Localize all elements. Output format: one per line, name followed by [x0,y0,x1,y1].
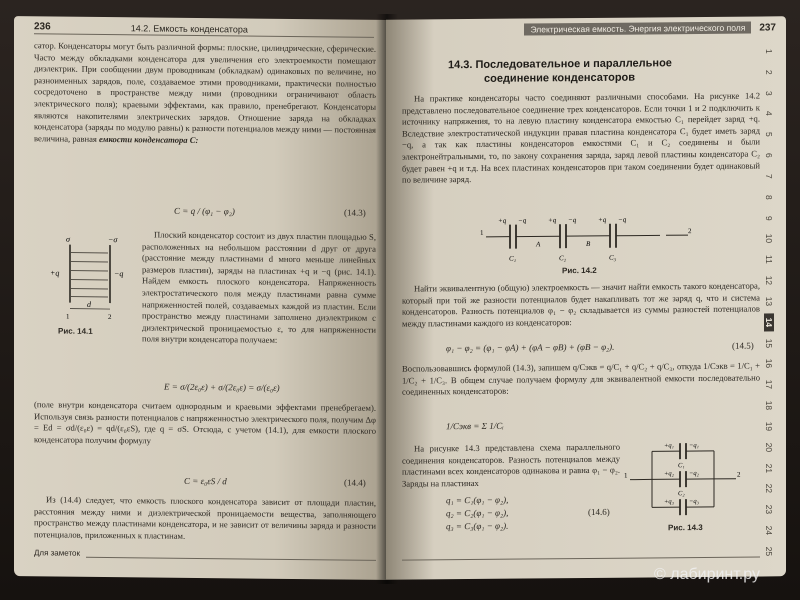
chapter-tab-17: 17 [764,379,774,390]
chapter-tab-7: 7 [764,173,774,179]
fig2-c3-minus-q: −q [618,215,627,224]
fig1-label-d: d [87,299,91,309]
right-paragraph-4: На рисунке 14.3 представлена схема параллельного соединения конденсаторов. Разность потенциалов между пластинами всех конденсаторов одинакова и равна φ₁ − φ₂. Заряды на пластинах [402,441,620,489]
left-figure-paragraph: Плоский конденсатор состоит из двух пластин площадью S, расположенных на небольшом расстоянии d друг от друга (расстояние между пластинами d много меньше линейных размеров пластин), заряды на пластинах +q и −q (рис. 14.1). Найдем емкость плоского конденсатора. Напряженность электростатического поля между пластинами равна сумме напряженностей полей, создаваемых каждой из пластин. Если пространство между пластинами заполнено диэлектриком с диэлектрической проницаемостью ε, то для напряженности поля внутри конденсатора получаем: [142,229,376,346]
fig2-label-c3: C₃ [609,253,617,262]
right-paragraph-3: Воспользовавшись формулой (14.3), запишем q/Cэкв = q/C₁ + q/C₂ + q/C₃, откуда 1/Cэкв = 1/C₁ + 1/C₂ + 1/C₃. В общем случае получаем формулу для эквивалентной емкости последовательно соединенных конденсаторов: [402,360,760,397]
figure-14-2-caption: Рис. 14.2 [562,265,597,276]
fig2-c2-plus-q: +q [548,216,557,225]
equation-14-3-number: (14.3) [344,207,366,218]
equation-14-5: φ₁ − φ₂ = (φ₁ − φA) + (φA − φB) + (φB − φ₂). [446,341,615,354]
chapter-tab-1: 1 [764,48,774,54]
figure-14-3-caption: Рис. 14.3 [668,522,703,533]
left-paragraph-3: Из (14.4) следует, что емкость плоского конденсатора зависит от площади пластин, расстояния между ними и диэлектрической проницаемости вещества, заполняющего пространство между пластинами конденсатора, и не зависит от величины заряда и разности потенциалов, приложенных к пластинам. [34,494,376,541]
left-paragraph-1-text: сатор. Конденсаторы могут быть различной формы: плоские, цилиндрические, сферические. Часто между обкладками конденсатора для увеличения его электроемкости помещают диэлектрик. При сообщении двум проводникам (обкладкам) одинаковых по величине, но разноименных зарядов, поле, создаваемое этими проводниками, практически полностью сосредоточено в пространстве между ними (проводники ограничивают область электрического поля); краевыми эффектами, как правило, пренебрегают. Конденсаторы являются накопителями электрических зарядов. Отношение заряда на обкладках конденсатора (заряды по модулю равны) к разности потенциалов между ними — постоянная величина, равная [34,40,376,144]
figure-14-1-plate-capacitor [36,232,136,323]
chapter-tab-14: 14 [764,313,774,331]
capacitance-term: емкости конденсатора C: [99,133,199,145]
fig2-label-1: 1 [480,228,484,237]
fig1-label-sigma: σ [66,234,70,244]
section-title-line-2: соединение конденсаторов [484,71,636,85]
equation-14-4: C = ε₀εS / d [184,475,227,487]
section-title-line-1: 14.3. Последовательное и параллельное [448,57,672,72]
equation-14-6-number: (14.6) [588,506,610,517]
left-running-head [34,20,374,38]
chapter-tab-9: 9 [764,215,774,221]
chapter-tab-25: 25 [764,546,774,557]
chapter-tab-6: 6 [764,153,774,158]
equation-equivalent-series: 1/Cэкв = Σ 1/Cᵢ [446,420,504,432]
chapter-tab-18: 18 [764,400,774,411]
right-page [386,16,786,579]
chapter-tab-3: 3 [764,90,774,96]
left-paragraph-1 [34,40,376,148]
watermark: © лабиринт.ру [654,566,760,583]
fig3-q3-plus: +q₃ [664,498,674,506]
equation-q1: q₁ = C₁(φ₁ − φ₂), [446,494,509,506]
chapter-tab-20: 20 [764,442,774,452]
fig2-c1-plus-q: +q [498,216,507,225]
fig1-label-minus-q: −q [114,269,124,279]
fig3-q1-plus: +q₁ [664,442,674,450]
chapter-tab-15: 15 [764,338,774,348]
fig2-label-c1: C₁ [509,254,517,263]
fig2-c1-minus-q: −q [518,216,527,225]
chapter-tab-21: 21 [764,463,774,473]
chapter-tab-12: 12 [764,275,774,286]
chapter-tab-5: 5 [764,132,774,138]
notes-footer: Для заметок [34,548,80,558]
chapter-tab-16: 16 [764,359,774,369]
fig3-label-2: 2 [737,470,741,479]
right-page-number: 237 [759,21,776,33]
fig2-label-a: A [536,240,541,249]
figure-14-2-series-circuit [476,213,696,265]
right-running-head [396,20,776,37]
fig1-label-minus-sigma: −σ [108,235,118,245]
chapter-tab-24: 24 [764,525,774,536]
equation-q3: q₃ = C₃(φ₁ − φ₂). [446,520,509,532]
fig2-label-c2: C₂ [559,254,567,263]
right-footer-line [402,556,760,560]
fig2-c3-plus-q: +q [598,215,607,224]
fig2-label-2: 2 [688,227,692,236]
fig3-label-1: 1 [624,471,628,480]
figure-14-1-caption: Рис. 14.1 [58,326,93,336]
equation-14-4-number: (14.4) [344,477,366,488]
fig3-q1-minus: −q₁ [689,442,699,450]
equation-field-strength: E = σ/(2ε₀ε) + σ/(2ε₀ε) = σ/(ε₀ε) [164,381,280,393]
notes-line [86,557,376,561]
chapter-tab-8: 8 [764,194,774,200]
chapter-tab-10: 10 [764,234,774,244]
fig2-label-b: B [586,239,591,248]
right-running-head-title: Электрическая емкость. Энергия электрического поля [524,22,751,36]
fig3-q2-plus: +q₂ [664,470,674,478]
equation-14-5-number: (14.5) [732,340,754,351]
right-paragraph-1: На практике конденсаторы часто соединяют различными способами. На рисунке 14.2 представлено последовательное соединение трех конденсаторов. Если точки 1 и 2 подключить к источнику напряжения, то на левую пластину конденсатора емкостью C₁ перейдет заряд +q. Вследствие электростатической индукции правая пластина конденсатора C₁ будет иметь заряд −q, а так как пластины конденсаторов емкостями C₁ и C₂ соединены и были электронейтральными, то, по закону сохранения заряда, заряд левой пластины конденсатора C₂ будет равен +q и т.д. На всех пластинах конденсаторов при таком соединении будет одинаковый по величине заряд. [402,90,760,185]
chapter-tab-23: 23 [764,504,774,515]
fig1-field-lines [71,253,108,297]
fig3-q2-minus: −q₂ [689,470,699,478]
left-page [14,16,386,580]
fig1-label-2: 2 [108,313,112,322]
chapter-tab-13: 13 [764,296,774,307]
chapter-tab-22: 22 [764,484,774,494]
fig3-label-c1: C₁ [678,462,685,470]
fig1-label-1: 1 [66,312,70,321]
left-paragraph-2: (поле внутри конденсатора считаем однородным и краевыми эффектами пренебрегаем). Используя связь разности потенциалов с напряженностью электрического поля, получим Δφ = Ed = σd/(ε₀ε) = qd/(ε₀εS), где q = σS. Отсюда, с учетом (14.1), для емкости плоского конденсатора получим формулу [34,399,376,446]
chapter-tab-19: 19 [764,421,774,432]
right-paragraph-2: Найти эквивалентную (общую) электроемкость — значит найти емкость такого конденсатора, который при той же разности потенциалов будет накапливать тот же заряд q, что и система конденсаторов. Разность потенциалов φ₁ − φ₂ складывается из суммы разностей потенциалов между пластинами каждого из конденсаторов: [402,280,760,329]
fig3-label-c2: C₂ [678,490,685,498]
fig2-c2-minus-q: −q [568,216,577,225]
fig1-label-plus-q: +q [50,268,60,278]
figure-14-3-parallel-circuit [624,437,744,520]
left-running-head-title: 14.2. Емкость конденсатора [130,22,248,35]
fig3-q3-minus: −q₃ [689,498,699,506]
equation-q2: q₂ = C₂(φ₁ − φ₂), [446,507,509,519]
left-page-number: 236 [34,21,51,33]
fig3-wires [630,451,736,508]
chapter-tab-11: 11 [764,255,774,265]
equation-14-3: C = q / (φ₁ − φ₂) [174,205,235,217]
chapter-tab-strip [760,46,778,556]
chapter-tab-2: 2 [764,69,774,75]
fig3-plates [680,443,686,515]
chapter-tab-4: 4 [764,111,774,117]
